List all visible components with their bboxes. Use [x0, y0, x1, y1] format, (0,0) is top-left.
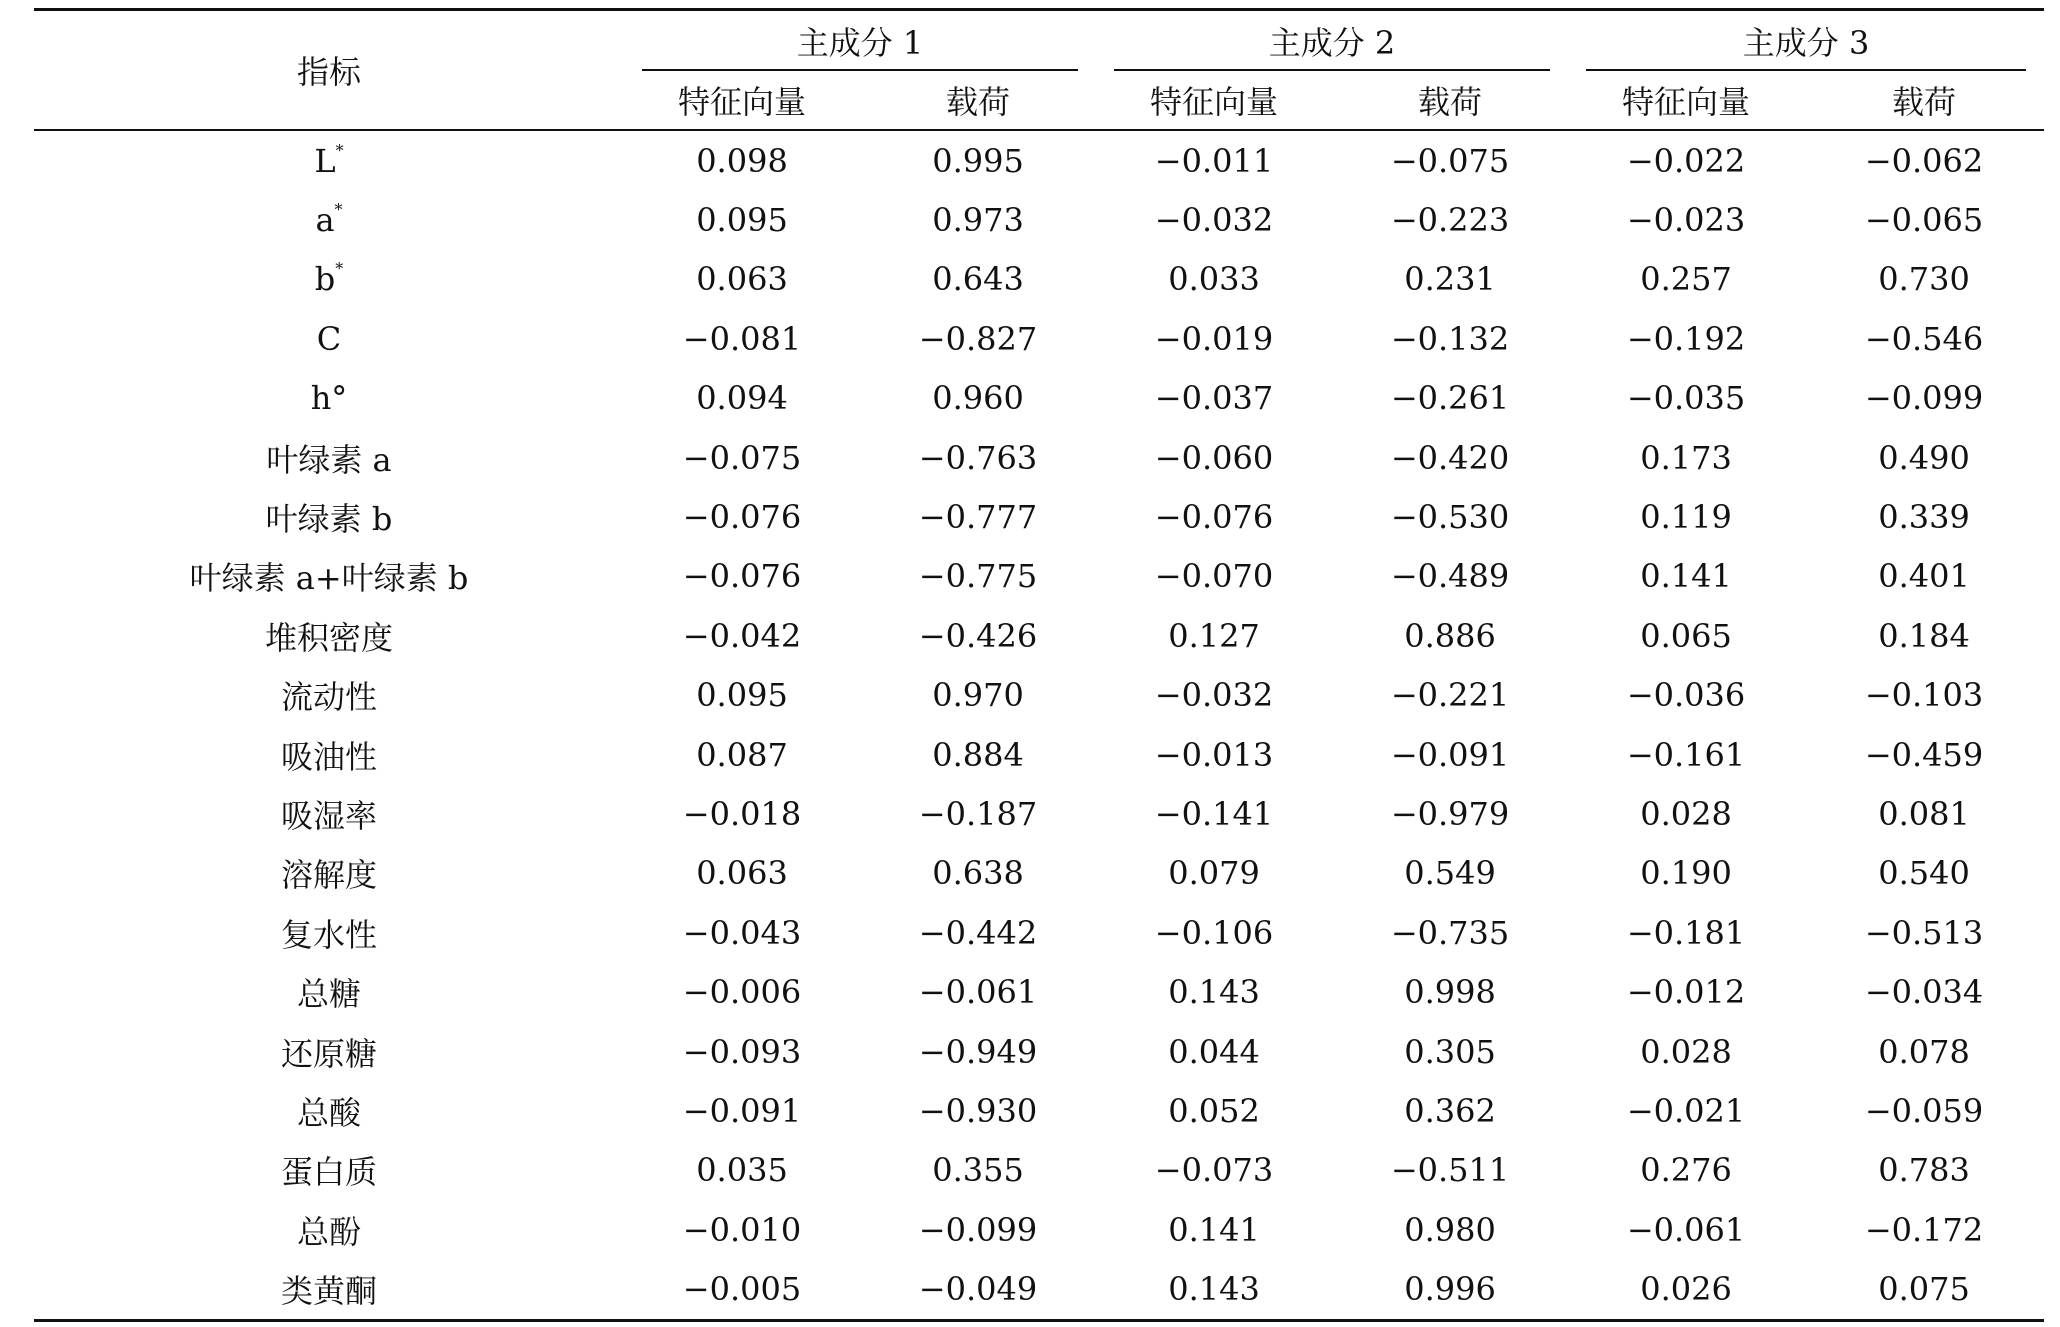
pc1-loading-cell: 0.995 [932, 141, 1024, 180]
pc2-eigenvector-cell: 0.143 [1168, 973, 1260, 1012]
pc3-loading-cell: −0.065 [1864, 201, 1984, 240]
pc3-eigenvector-cell: 0.119 [1640, 498, 1732, 537]
pc2-loading-cell: −0.489 [1390, 557, 1510, 596]
pc2-eigenvector-cell: −0.070 [1154, 557, 1274, 596]
pc2-loading-cell: 0.980 [1404, 1210, 1496, 1249]
table-row [34, 784, 2044, 843]
row-label-text: 叶绿素 b [265, 500, 393, 539]
row-label [34, 1081, 624, 1140]
pc2-eigenvector-cell: −0.106 [1154, 913, 1274, 952]
row-label [34, 1022, 624, 1081]
pc3-eigenvector-cell: −0.061 [1626, 1210, 1746, 1249]
row-label-text: h° [310, 379, 348, 418]
pc2-eigenvector-cell: −0.060 [1154, 438, 1274, 477]
table-row [34, 1081, 2044, 1140]
pc1-loading-cell: 0.970 [932, 676, 1024, 715]
pc2-loading-cell: −0.530 [1390, 498, 1510, 537]
pc3-loading-cell: −0.172 [1864, 1210, 1984, 1249]
pc2-eigenvector-cell: 0.079 [1168, 854, 1260, 893]
pc1-loading-cell: 0.960 [932, 379, 1024, 418]
row-label-superscript: * [335, 259, 344, 279]
row-label-text: 溶解度 [280, 856, 377, 895]
pc2-eigenvector-cell: −0.076 [1154, 498, 1274, 537]
pc1-eigenvector-cell: −0.010 [682, 1210, 802, 1249]
pc3-eigenvector-cell: 0.141 [1640, 557, 1732, 596]
row-label-text: 蛋白质 [280, 1153, 377, 1192]
pc1-eigenvector-cell: −0.018 [682, 794, 802, 833]
pc1-eigenvector-cell: 0.095 [696, 201, 788, 240]
row-label-text: a [315, 201, 335, 240]
row-label [34, 428, 624, 487]
pc2-eigenvector-cell: −0.019 [1154, 319, 1274, 358]
table-row [34, 309, 2044, 368]
pc1-eigenvector-cell: 0.035 [696, 1151, 788, 1190]
row-label [34, 962, 624, 1021]
pc1-eigenvector-cell: −0.042 [682, 616, 802, 655]
pc3-eigenvector-cell: 0.028 [1640, 794, 1732, 833]
pc1-loading-cell: −0.777 [918, 498, 1038, 537]
table-row [34, 844, 2044, 903]
pc3-loading-cell: −0.513 [1864, 913, 1984, 952]
pc3-loading-cell: 0.184 [1878, 616, 1970, 655]
pc2-loading-cell: −0.735 [1390, 913, 1510, 952]
pc2-eigenvector-cell: 0.044 [1168, 1032, 1260, 1071]
pc1-eigenvector-cell: 0.095 [696, 676, 788, 715]
row-label [34, 1259, 624, 1320]
row-label [34, 666, 624, 725]
pc1-eigenvector-cell: 0.087 [696, 735, 788, 774]
table-row [34, 725, 2044, 784]
pc3-loading-cell: −0.062 [1864, 141, 1984, 180]
pc2-loading-header: 载荷 [1332, 71, 1568, 130]
pc3-eigenvector-cell: 0.257 [1640, 260, 1732, 299]
row-label [34, 130, 624, 190]
pc1-loading-cell: 0.643 [932, 260, 1024, 299]
row-label-text: 吸油性 [280, 737, 377, 776]
row-label-text: 吸湿率 [280, 796, 377, 835]
pc2-eigenvector-cell: −0.032 [1154, 201, 1274, 240]
row-label [34, 547, 624, 606]
pc1-eigenvector-cell: −0.081 [682, 319, 802, 358]
row-label-text: L [314, 141, 336, 180]
pc2-loading-cell: −0.511 [1390, 1151, 1510, 1190]
component-1-header: 主成分 1 [624, 10, 1096, 72]
row-label-text: 叶绿素 a+叶绿素 b [189, 559, 469, 598]
pc3-eigenvector-cell: −0.161 [1626, 735, 1746, 774]
pc3-loading-cell: 0.783 [1878, 1151, 1970, 1190]
pc2-eigenvector-cell: 0.033 [1168, 260, 1260, 299]
pc3-loading-cell: 0.075 [1804, 1259, 2044, 1320]
row-label-text: 叶绿素 a [266, 440, 392, 479]
row-label [34, 487, 624, 546]
row-label [34, 369, 624, 428]
pc3-eigenvector-cell: −0.192 [1626, 319, 1746, 358]
pca-loadings-table-container [34, 8, 2044, 1322]
pc1-eigenvector-cell: −0.043 [682, 913, 802, 952]
row-label-text: 类黄酮 [280, 1272, 377, 1311]
table-header [34, 10, 2044, 131]
pc3-loading-cell: −0.099 [1864, 379, 1984, 418]
table-row [34, 962, 2044, 1021]
pc2-loading-cell: 0.362 [1404, 1091, 1496, 1130]
pc2-loading-cell: −0.075 [1390, 141, 1510, 180]
pc3-eigenvector-cell: −0.036 [1626, 676, 1746, 715]
pc2-loading-cell: 0.231 [1404, 260, 1496, 299]
pc1-loading-cell: −0.775 [918, 557, 1038, 596]
pc2-eigenvector-cell: 0.052 [1168, 1091, 1260, 1130]
table-row [34, 428, 2044, 487]
table-row [34, 1141, 2044, 1200]
row-label-superscript: * [334, 200, 343, 220]
pc1-eigenvector-cell: 0.094 [696, 379, 788, 418]
index-column-header: 指标 [34, 10, 624, 131]
pc3-loading-cell: −0.034 [1864, 973, 1984, 1012]
pc2-eigenvector-cell: 0.141 [1168, 1210, 1260, 1249]
pc2-loading-cell: 0.886 [1404, 616, 1496, 655]
pc1-loading-cell: −0.442 [918, 913, 1038, 952]
pc3-loading-cell: 0.730 [1878, 260, 1970, 299]
pc2-eigenvector-cell: −0.073 [1154, 1151, 1274, 1190]
pc1-loading-cell: −0.827 [918, 319, 1038, 358]
pc1-eigenvector-cell: 0.063 [696, 854, 788, 893]
pc1-eigenvector-cell: −0.093 [682, 1032, 802, 1071]
pc1-eigenvector-header: 特征向量 [624, 71, 860, 130]
pc3-eigenvector-cell: 0.028 [1640, 1032, 1732, 1071]
row-label [34, 190, 624, 249]
pc2-eigenvector-cell: −0.032 [1154, 676, 1274, 715]
pc2-loading-cell: −0.132 [1390, 319, 1510, 358]
pc3-eigenvector-cell: −0.181 [1626, 913, 1746, 952]
pc3-loading-header: 载荷 [1804, 71, 2044, 130]
pc1-loading-cell: −0.930 [918, 1091, 1038, 1130]
row-label [34, 309, 624, 368]
pc3-loading-cell: 0.540 [1878, 854, 1970, 893]
pc1-loading-cell: −0.426 [918, 616, 1038, 655]
pc2-eigenvector-cell: −0.013 [1154, 735, 1274, 774]
table-row [34, 250, 2044, 309]
pc3-eigenvector-cell: 0.276 [1640, 1151, 1732, 1190]
row-label-text: 总糖 [296, 975, 361, 1014]
table-row [34, 369, 2044, 428]
table-row [34, 130, 2044, 190]
pc2-loading-cell: 0.549 [1404, 854, 1496, 893]
pc3-loading-cell: −0.059 [1864, 1091, 1984, 1130]
row-label-text: 堆积密度 [264, 618, 393, 657]
pc1-loading-cell: −0.049 [860, 1259, 1096, 1320]
table-row [34, 1200, 2044, 1259]
pc1-eigenvector-cell: −0.075 [682, 438, 802, 477]
table-row [34, 190, 2044, 249]
component-2-header: 主成分 2 [1096, 10, 1568, 72]
row-label-text: 总酚 [296, 1212, 361, 1251]
pc3-eigenvector-cell: −0.012 [1626, 973, 1746, 1012]
pc2-eigenvector-cell: −0.037 [1154, 379, 1274, 418]
pc1-loading-cell: −0.763 [918, 438, 1038, 477]
pc2-loading-cell: −0.221 [1390, 676, 1510, 715]
pc3-eigenvector-cell: −0.022 [1626, 141, 1746, 180]
pc3-loading-cell: 0.078 [1878, 1032, 1970, 1071]
pc3-eigenvector-cell: −0.023 [1626, 201, 1746, 240]
pc2-loading-cell: 0.305 [1404, 1032, 1496, 1071]
row-label [34, 903, 624, 962]
row-label [34, 1141, 624, 1200]
table-row [34, 547, 2044, 606]
table-row [34, 666, 2044, 725]
pc1-loading-cell: 0.638 [932, 854, 1024, 893]
pc1-eigenvector-cell: −0.076 [682, 557, 802, 596]
pc1-eigenvector-cell: 0.063 [696, 260, 788, 299]
pc1-loading-cell: 0.355 [932, 1151, 1024, 1190]
pc1-loading-cell: −0.187 [918, 794, 1038, 833]
row-label-text: 还原糖 [280, 1034, 377, 1073]
table-row [34, 1022, 2044, 1081]
pc3-eigenvector-cell: 0.065 [1640, 616, 1732, 655]
component-3-header: 主成分 3 [1568, 10, 2044, 72]
pc1-eigenvector-cell: 0.098 [696, 141, 788, 180]
pca-loadings-table [34, 8, 2044, 1322]
pc3-loading-cell: −0.546 [1864, 319, 1984, 358]
pc2-eigenvector-cell: 0.143 [1096, 1259, 1332, 1320]
pc2-loading-cell: 0.996 [1332, 1259, 1568, 1320]
row-label-text: b [314, 260, 336, 299]
row-label [34, 725, 624, 784]
pc1-loading-cell: −0.949 [918, 1032, 1038, 1071]
row-label-text: C [316, 319, 342, 358]
pc1-eigenvector-cell: −0.091 [682, 1091, 802, 1130]
pc2-eigenvector-cell: −0.011 [1154, 141, 1274, 180]
table-row [34, 487, 2044, 546]
pc2-loading-cell: 0.998 [1404, 973, 1496, 1012]
pc2-eigenvector-header: 特征向量 [1096, 71, 1332, 130]
pc3-eigenvector-cell: −0.035 [1626, 379, 1746, 418]
pc3-loading-cell: −0.103 [1864, 676, 1984, 715]
pc3-eigenvector-cell: 0.190 [1640, 854, 1732, 893]
pc2-eigenvector-cell: −0.141 [1154, 794, 1274, 833]
table-row [34, 1259, 2044, 1320]
table-row [34, 606, 2044, 665]
pc1-loading-cell: −0.099 [918, 1210, 1038, 1249]
row-label [34, 606, 624, 665]
pc2-loading-cell: −0.091 [1390, 735, 1510, 774]
pc3-eigenvector-cell: −0.021 [1626, 1091, 1746, 1130]
pc1-eigenvector-cell: −0.005 [624, 1259, 860, 1320]
pc3-eigenvector-header: 特征向量 [1568, 71, 1804, 130]
pc1-loading-cell: 0.884 [932, 735, 1024, 774]
pc3-loading-cell: 0.339 [1878, 498, 1970, 537]
pc3-eigenvector-cell: 0.173 [1640, 438, 1732, 477]
pc2-eigenvector-cell: 0.127 [1168, 616, 1260, 655]
pc3-eigenvector-cell: 0.026 [1568, 1259, 1804, 1320]
row-label [34, 844, 624, 903]
pc1-eigenvector-cell: −0.006 [682, 973, 802, 1012]
pc1-eigenvector-cell: −0.076 [682, 498, 802, 537]
pc1-loading-header: 载荷 [860, 71, 1096, 130]
row-label-text: 复水性 [280, 915, 377, 954]
pc2-loading-cell: −0.979 [1390, 794, 1510, 833]
pc1-loading-cell: −0.061 [918, 973, 1038, 1012]
table-row [34, 903, 2044, 962]
row-label-text: 流动性 [280, 678, 377, 717]
row-label [34, 784, 624, 843]
pc3-loading-cell: 0.401 [1878, 557, 1970, 596]
pc3-loading-cell: −0.459 [1864, 735, 1984, 774]
pc1-loading-cell: 0.973 [932, 201, 1024, 240]
pc3-loading-cell: 0.081 [1878, 794, 1970, 833]
row-label [34, 250, 624, 309]
header-row-components [34, 10, 2044, 72]
row-label-text: 总酸 [296, 1093, 361, 1132]
row-label-superscript: * [335, 140, 344, 160]
pc2-loading-cell: −0.261 [1390, 379, 1510, 418]
pc2-loading-cell: −0.223 [1390, 201, 1510, 240]
pc3-loading-cell: 0.490 [1878, 438, 1970, 477]
row-label [34, 1200, 624, 1259]
pc2-loading-cell: −0.420 [1390, 438, 1510, 477]
table-body [34, 130, 2044, 1320]
